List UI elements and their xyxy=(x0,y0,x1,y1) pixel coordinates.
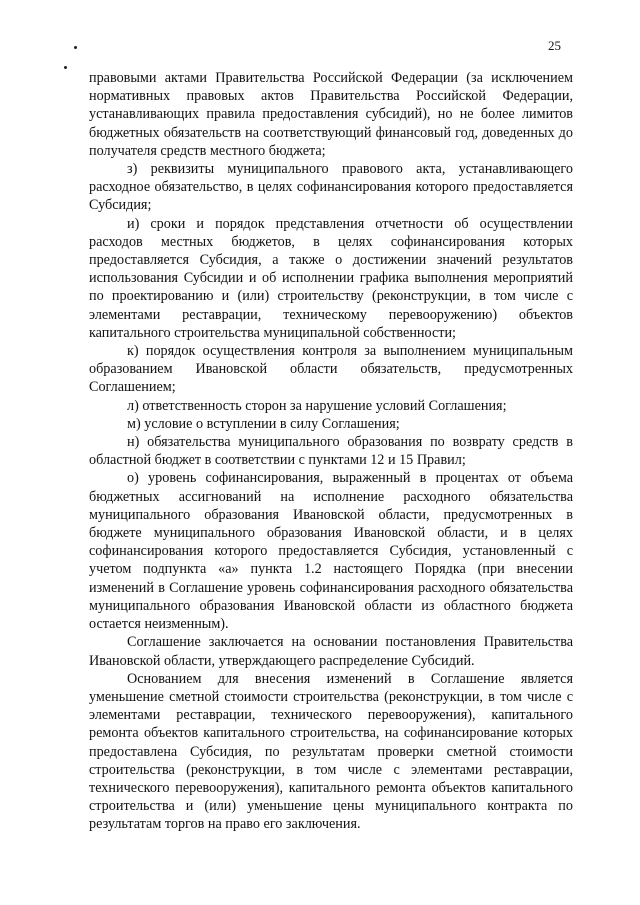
paragraph-item-m: м) условие о вступлении в силу Соглашения; xyxy=(127,415,400,432)
paragraph-item-n: н) обязательства муниципального образования по возврату средств в областной бюджет в соответствии с пунктами 12 и 15 Правил; xyxy=(89,434,573,469)
scan-dot-mark xyxy=(74,46,77,49)
paragraph-item-k: к) порядок осуществления контроля за выполнением муниципальным образованием Ивановской области обязательств, предусмотренных Соглашением; xyxy=(89,343,573,396)
page-number: 25 xyxy=(548,38,561,53)
paragraph-continuation: правовыми актами Правительства Российской Федерации (за исключением нормативных правовых актов Правительства Российской Федерации, устанавливающих правила предоставления субсидий), но не более лимитов бюджетных обязательств на соответствующий финансовый год, доведенных до получателя средств местного бюджета; xyxy=(89,70,573,159)
paragraph-item-o: о) уровень софинансирования, выраженный в процентах от объема бюджетных ассигнований на исполнение расходного обязательства муниципального образования Ивановской области, предусмотренных в бюджете муниципального образования Ивановской области, и в целях софинансирования которого предоставляется Субсидия, установленный с учетом подпункта «а» пункта 1.2 настоящего Порядка (при внесении изменений в Соглашение уровень софинансирования расходного обязательства муниципального образования Ивановской области из областного бюджета остается неизменным). xyxy=(89,470,573,633)
paragraph-agreement-basis: Соглашение заключается на основании постановления Правительства Ивановской области, утверждающего распределение Субсидий. xyxy=(89,634,573,669)
paragraph-amendment-basis: Основанием для внесения изменений в Соглашение является уменьшение сметной стоимости строительства (реконструкции, в том числе с элементами реставрации, технического перевооружения), капитального ремонта объектов капитального строительства, на софинансирование которых предоставлена Субсидия, по результатам проверки сметной стоимости строительства (реконструкции, в том числе с элементами реставрации, технического перевооружения), капитального ремонта объектов капитального строительства и (или) уменьшение цены муниципального контракта по результатам торгов на право его заключения. xyxy=(89,670,573,833)
paragraph-item-z: з) реквизиты муниципального правового акта, устанавливающего расходное обязательство, в целях софинансирования которого предоставляется Субсидия; xyxy=(89,161,573,214)
paragraph-item-l: л) ответственность сторон за нарушение условий Соглашения; xyxy=(127,397,507,414)
scan-dot-mark xyxy=(64,66,67,69)
body-text xyxy=(89,69,573,834)
paragraph-item-i: и) сроки и порядок представления отчетности об осуществлении расходов местных бюджетов, в целях софинансирования которых предоставляется Субсидия, а также о достижении значений результатов использования Субсидии и об исполнении графика выполнения мероприятий по проектированию и (или) строительству (реконструкции, в том числе с элементами реставрации, техническому перевооружению) объектов капитального строительства муниципальной собственности; xyxy=(89,215,573,341)
